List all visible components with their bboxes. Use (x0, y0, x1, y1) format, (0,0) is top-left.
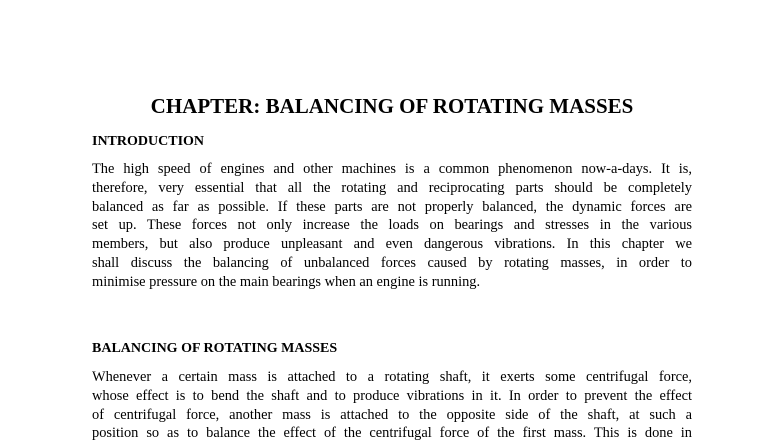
introduction-paragraph (92, 160, 692, 292)
paragraph-line: Whenever a certain mass is attached to a rotating shaft, it exerts some centrifugal force, (92, 369, 692, 385)
section-heading-introduction: INTRODUCTION (92, 134, 205, 149)
paragraph-line: of centrifugal force, another mass is attached to the opposite side of the shaft, at such a (92, 406, 692, 423)
paragraph-line: whose effect is to bend the shaft and to produce vibrations in it. In order to prevent the effect (92, 387, 692, 404)
paragraph-line: members, but also produce unpleasant and even dangerous vibrations. In this chapter we (92, 236, 692, 253)
paragraph-line: minimise pressure on the main bearings when an engine is running. (92, 273, 481, 290)
balancing-paragraph (92, 368, 692, 441)
paragraph-line: therefore, very essential that all the rotating and reciprocating parts should be completely (92, 179, 692, 196)
paragraph-line: set up. These forces not only increase the loads on bearings and stresses in the various (92, 217, 692, 234)
paragraph-line: balanced as far as possible. If these parts are not properly balanced, the dynamic forces are (92, 198, 692, 215)
chapter-title: CHAPTER: BALANCING OF ROTATING MASSES (150, 94, 634, 118)
paragraph-line: position so as to balance the effect of the centrifugal force of the first mass. This is done in (92, 425, 692, 441)
paragraph-line: The high speed of engines and other machines is a common phenomenon now-a-days. It is, (92, 161, 692, 177)
section-heading-balancing-of-rotating-masses: BALANCING OF ROTATING MASSES (92, 341, 338, 356)
paragraph-line: shall discuss the balancing of unbalanced forces caused by rotating masses, in order to (92, 254, 692, 271)
